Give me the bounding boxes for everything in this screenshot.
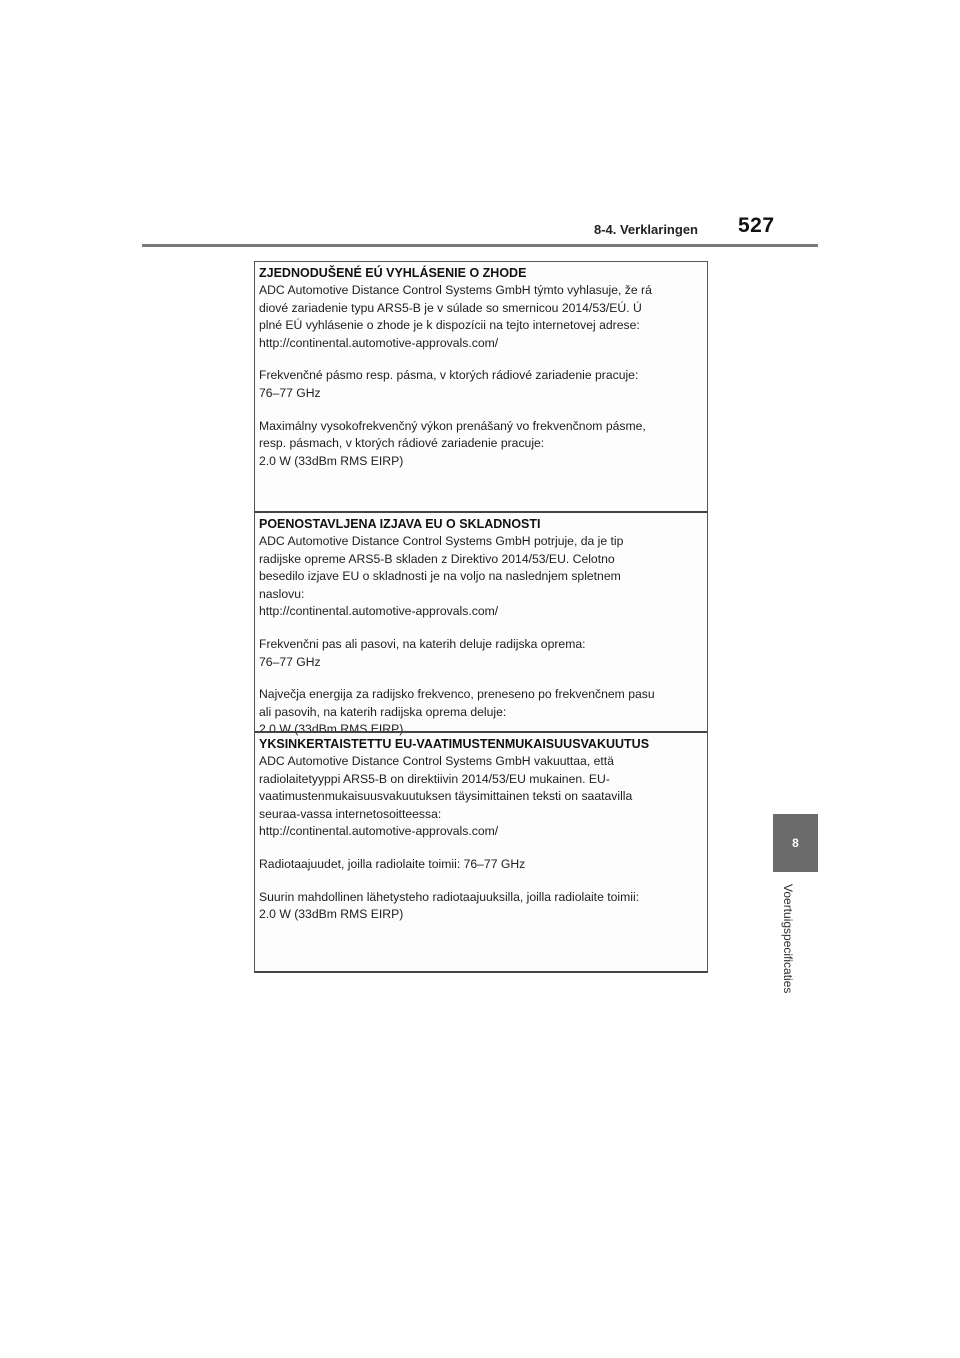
chapter-tab[interactable] <box>773 814 818 872</box>
declaration-section-slovak <box>255 261 707 511</box>
chapter-number: 8 <box>792 836 799 850</box>
max-power-text: Največja energija za radijsko frekvenco, preneseno po frekvenčnem pasu ali pasovih, na katerih radijska oprema deluje: 2.0 W (33dBm RMS EIRP) <box>259 687 655 737</box>
section-heading: ZJEDNODUŠENÉ EÚ VYHLÁSENIE O ZHODE <box>259 266 527 280</box>
section-title: 8-4. Verklaringen <box>593 222 698 237</box>
max-power-text: Maximálny vysokofrekvenčný výkon prenášaný vo frekvenčnom pásme, resp. pásmach, v ktorých rádiové zariadenie pracuje: 2.0 W (33dBm RMS EIRP) <box>259 418 646 468</box>
section-heading: POENOSTAVLJENA IZJAVA EU O SKLADNOSTI <box>259 517 541 531</box>
frequency-band-text: Frekvenčni pas ali pasovi, na katerih deluje radijska oprema: 76–77 GHz <box>259 636 586 669</box>
chapter-title-vertical: Voertuigspecificaties <box>781 884 795 994</box>
frequency-band-text: Radiotaajuudet, joilla radiolaite toimii: 76–77 GHz <box>259 856 526 871</box>
declaration-text: ADC Automotive Distance Control Systems GmbH týmto vyhlasuje, že rá diové zariadenie typu ARS5-B je v súlade so smernicou 2014/53/EÚ. Ú plné EÚ vyhlásenie o zhode je k dispozícii na tejto internetovej adrese: http://continental.automotive-approvals.com/ <box>259 283 652 350</box>
page-number: 527 <box>738 214 775 237</box>
section-heading: YKSINKERTAISTETTU EU-VAATIMUSTENMUKAISUUSVAKUUTUS <box>259 737 650 751</box>
declaration-section-slovenian <box>255 511 707 737</box>
declaration-text: ADC Automotive Distance Control Systems GmbH potrjuje, da je tip radijske opreme ARS5-B skladen z Direktivo 2014/53/EU. Celotno besedilo izjave EU o skladnosti je na voljo na naslednjem spletnem naslovu: http://continental.automotive-approvals.com/ <box>259 534 624 619</box>
frequency-band-text: Frekvenčné pásmo resp. pásma, v ktorých rádiové zariadenie pracuje: 76–77 GHz <box>259 368 639 400</box>
max-power-text: Suurin mahdollinen lähetysteho radiotaajuuksilla, joilla radiolaite toimii: 2.0 W (33dBm RMS EIRP) <box>259 889 640 922</box>
header-divider <box>142 244 818 247</box>
declaration-box <box>254 261 708 973</box>
declaration-text: ADC Automotive Distance Control Systems GmbH vakuuttaa, että radiolaitetyyppi ARS5-B on direktiivin 2014/53/EU mukainen. EU- vaatimustenmukaisuusvakuutuksen täysimittainen teksti on saatavilla seuraa-vassa internetosoitteessa: http://continental.automotive-approvals.com/ <box>259 754 633 839</box>
declaration-section-finnish <box>255 731 707 971</box>
